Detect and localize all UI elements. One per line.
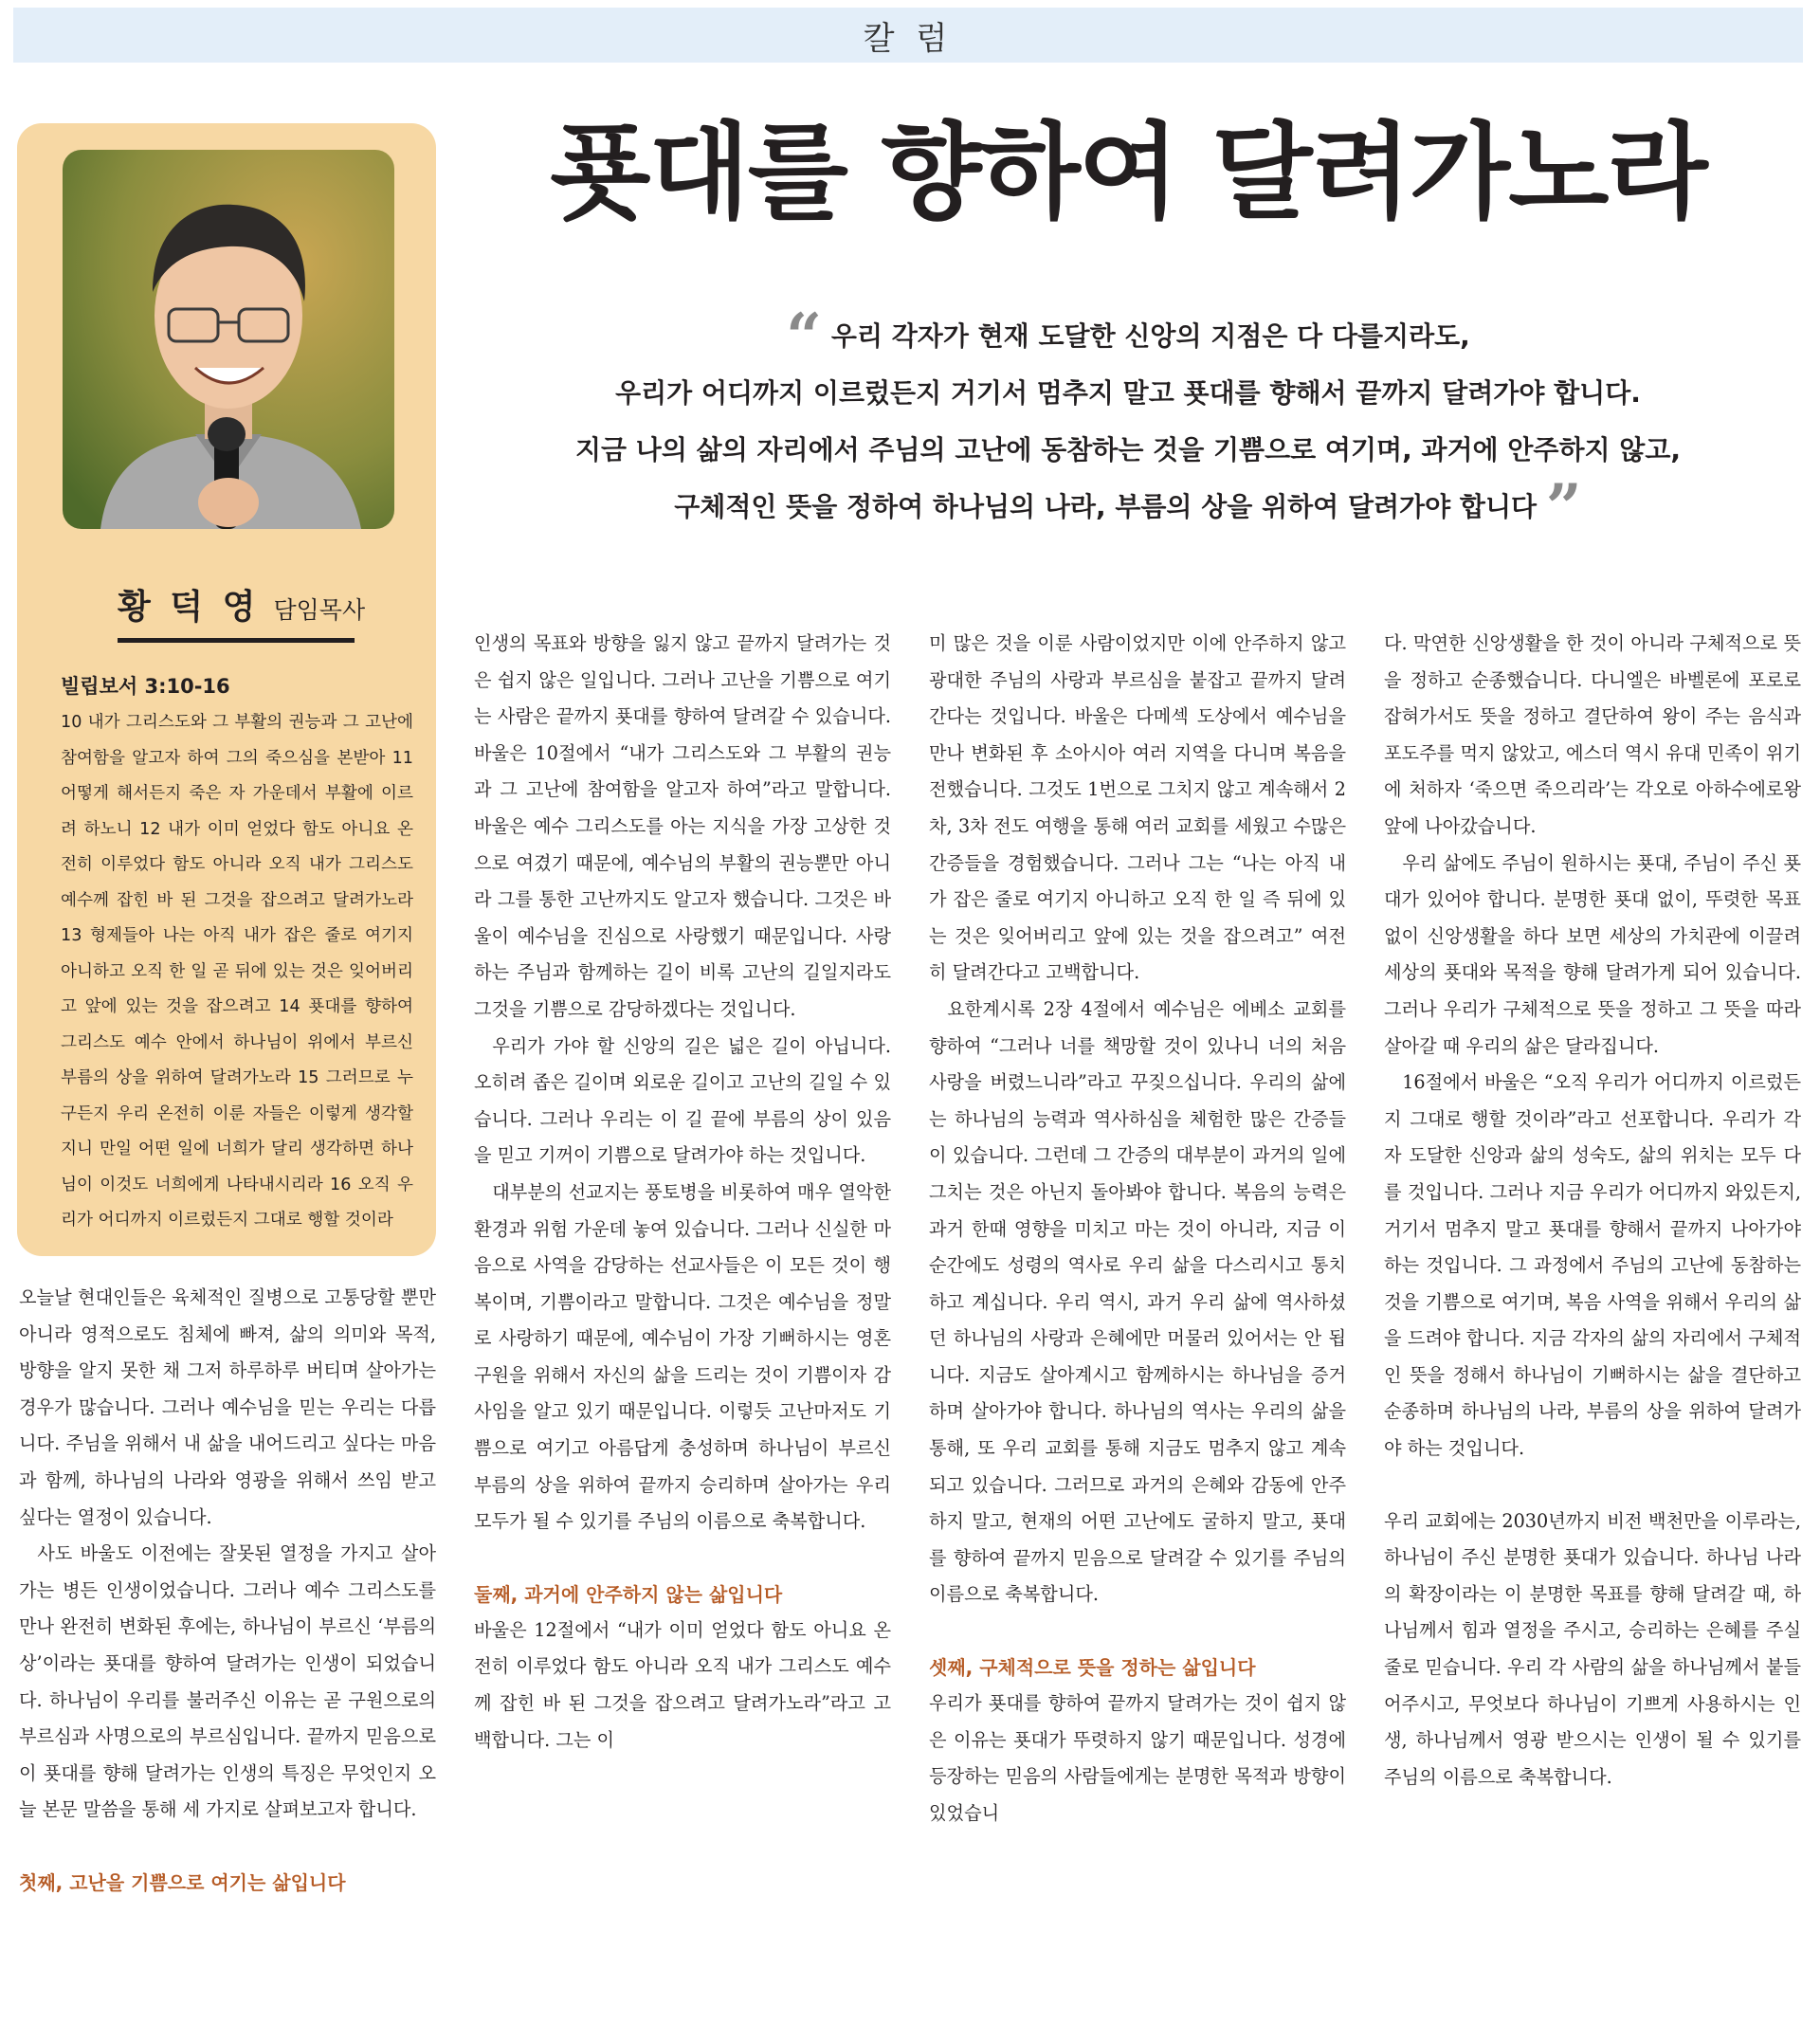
paragraph: 미 많은 것을 이룬 사람이었지만 이에 안주하지 않고 광대한 주님의 사랑과 부르심을 붙잡고 끝까지 달려간다는 것입니다. 바울은 다메섹 도상에서 예수님을 만나 변화된 후 소아시아 여러 지역을 다니며 복음을 전했습니다. 그것도 1번으로 그치지 않고 계속해서 2차, 3차 전도 여행을 통해 여러 교회를 세웠고 수많은 간증들을 경험했습니다. 그러나 그는 “나는 아직 내가 잡은 줄로 여기지 아니하고 오직 한 일 즉 뒤에 있는 것은 잊어버리고 앞에 있는 것을 잡으려고” 여전히 달려간다고 고백합니다. [929, 632, 1346, 984]
article-column-4 [1384, 626, 1801, 1796]
article-title: 푯대를 향하여 달려가노라 [550, 112, 1706, 233]
open-quote-icon: “ [786, 300, 823, 374]
close-quote-icon: ” [1545, 470, 1582, 544]
paragraph: 요한계시록 2장 4절에서 예수님은 에베소 교회를 향하여 “그러나 너를 책망할 것이 있나니 너의 처음 사랑을 버렸느니라”라고 꾸짖으십니다. 우리의 삶에는 하나님의 능력과 역사하심을 체험한 많은 간증들이 있습니다. 그런데 그 간증의 대부분이 과거의 일에 그치는 것은 아닌지 돌아봐야 합니다. 복음의 능력은 과거 한때 영향을 미치고 마는 것이 아니라, 지금 이 순간에도 성령의 역사로 우리 삶을 다스리시고 통치하고 계십니다. 우리 역시, 과거 우리 삶에 역사하셨던 하나님의 사랑과 은혜에만 머물러 있어서는 안 됩니다. 지금도 살아계시고 함께하시는 하나님을 증거하며 살아가야 합니다. 하나님의 역사는 우리의 삶을 통해, 또 우리 교회를 통해 지금도 멈추지 않고 계속되고 있습니다. 그러므로 과거의 은혜와 감동에 안주하지 말고, 현재의 어떤 고난에도 굴하지 말고, 푯대를 향하여 끝까지 믿음으로 달려갈 수 있기를 주님의 이름으로 축복합니다. [929, 997, 1346, 1606]
section-subheading: 첫째, 고난을 기쁨으로 여기는 삶입니다 [19, 1870, 346, 1894]
scripture-reference: 빌립보서 3:10-16 [61, 675, 230, 698]
section-header-bar [13, 8, 1803, 63]
author-photo [63, 150, 394, 529]
section-subheading: 셋째, 구체적으로 뜻을 정하는 삶입니다 [929, 1656, 1256, 1680]
paragraph: 바울은 12절에서 “내가 이미 얻었다 함도 아니요 온전히 이루었다 함도 아니라 오직 내가 그리스도 예수께 잡힌 바 된 그것을 잡으려고 달려가노라”라고 고백합니다. 그는 이 [474, 1618, 891, 1751]
paragraph: 사도 바울도 이전에는 잘못된 열정을 가지고 살아가는 병든 인생이었습니다. 그러나 예수 그리스도를 만나 완전히 변화된 후에는, 하나님이 부르신 ‘부름의 상’이라는 푯대를 향하여 달려가는 인생이 되었습니다. 하나님이 우리를 불러주신 이유는 곧 구원으로의 부르심과 사명으로의 부르심입니다. 끝까지 믿음으로 이 푯대를 향해 달려가는 인생의 특징은 무엇인지 오늘 본문 말씀을 통해 세 가지로 살펴보고자 합니다. [19, 1542, 436, 1821]
paragraph: 우리가 가야 할 신앙의 길은 넓은 길이 아닙니다. 오히려 좁은 길이며 외로운 길이고 고난의 길일 수 있습니다. 그러나 우리는 이 길 끝에 부름의 상이 있음을 믿고 기꺼이 기쁨으로 달려가야 하는 것입니다. [474, 1034, 891, 1167]
paragraph: 우리가 푯대를 향하여 끝까지 달려가는 것이 쉽지 않은 이유는 푯대가 뚜렷하지 않기 때문입니다. 성경에 등장하는 믿음의 사람들에게는 분명한 목적과 방향이 있었습니 [929, 1692, 1346, 1824]
author-name: 황 덕 영 [118, 588, 260, 627]
author-byline [118, 580, 366, 643]
paragraph: 우리 삶에도 주님이 원하시는 푯대, 주님이 주신 푯대가 있어야 합니다. 분명한 푯대 없이, 뚜렷한 목표 없이 신앙생활을 하다 보면 세상의 가치관에 이끌려 세상의 푯대와 목적을 향해 달려가게 되어 있습니다. 그러나 우리가 구체적으로 뜻을 정하고 그 뜻을 따라 살아갈 때 우리의 삶은 달라집니다. [1384, 851, 1801, 1057]
paragraph: 우리 교회에는 2030년까지 비전 백천만을 이루라는, 하나님이 주신 분명한 푯대가 있습니다. 하나님 나라의 확장이라는 이 분명한 목표를 향해 달려갈 때, 하나님께서 힘과 열정을 주시고, 승리하는 은혜를 주실 줄로 믿습니다. 우리 각 사람의 삶을 하나님께서 붙들어주시고, 무엇보다 하나님이 기쁘게 사용하시는 인생, 하나님께서 영광 받으시는 인생이 될 수 있기를 주님의 이름으로 축복합니다. [1384, 1509, 1801, 1788]
paragraph: 인생의 목표와 방향을 잃지 않고 끝까지 달려가는 것은 쉽지 않은 일입니다. 그러나 고난을 기쁨으로 여기는 사람은 끝까지 푯대를 향하여 달려갈 수 있습니다. 바울은 10절에서 “내가 그리스도와 그 부활의 권능과 그 고난에 참여함을 알고자 하여”라고 말합니다. 바울은 예수 그리스도를 아는 지식을 가장 고상한 것으로 여겼기 때문에, 예수님의 부활의 권능뿐만 아니라 그를 통한 고난까지도 알고자 했습니다. 그것은 바울이 예수님을 진심으로 사랑했기 때문입니다. 사랑하는 주님과 함께하는 길이 비록 고난의 길일지라도 그것을 기쁨으로 감당하겠다는 것입니다. [474, 632, 891, 1020]
paragraph: 16절에서 바울은 “오직 우리가 어디까지 이르렀든지 그대로 행할 것이라”라고 선포합니다. 우리가 각자 도달한 신앙과 삶의 성숙도, 삶의 위치는 모두 다를 것입니다. 그러나 지금 우리가 어디까지 와있든지, 거기서 멈추지 말고 푯대를 향해서 끝까지 나아가야 하는 것입니다. 그 과정에서 주님의 고난에 동참하는 것을 기쁨으로 여기며, 복음 사역을 위해서 우리의 삶을 드려야 합니다. 지금 각자의 삶의 자리에서 구체적인 뜻을 정해서 하나님이 기뻐하시는 삶을 결단하고 순종하며 하나님의 나라, 부름의 상을 위하여 달려가야 하는 것입니다. [1384, 1071, 1801, 1460]
pull-quote-line: 지금 나의 삶의 자리에서 주님의 고난에 동참하는 것을 기쁨으로 여기며, 과거에 안주하지 않고, [574, 434, 1682, 465]
article-column-3 [929, 626, 1346, 1832]
section-label: 칼 럼 [863, 19, 954, 58]
author-card [17, 123, 436, 1256]
paragraph: 대부분의 선교지는 풍토병을 비롯하여 매우 열악한 환경과 위험 가운데 놓여 있습니다. 그러나 신실한 마음으로 사역을 감당하는 선교사들은 이 모든 것이 행복이며, 기쁨이라고 말합니다. 그것은 예수님을 정말로 사랑하기 때문에, 예수님이 가장 기뻐하시는 영혼 구원을 위해서 자신의 삶을 드리는 것이 기쁨이자 감사임을 알고 있기 때문입니다. 이렇듯 고난마저도 기쁨으로 여기고 아름답게 충성하며 하나님이 부르신 부름의 상을 위하여 끝까지 승리하며 살아가는 우리 모두가 될 수 있기를 주님의 이름으로 축복합니다. [474, 1180, 891, 1533]
article-column-2 [474, 626, 891, 1759]
pull-quote-line: 우리가 어디까지 이르렀든지 거기서 멈추지 말고 푯대를 향해서 끝까지 달려가야 합니다. [615, 377, 1641, 409]
author-role: 담임목사 [273, 596, 366, 624]
section-subheading: 둘째, 과거에 안주하지 않는 삶입니다 [474, 1582, 783, 1606]
scripture-text: 10 내가 그리스도와 그 부활의 권능과 그 고난에 참여함을 알고자 하여 그의 죽으심을 본받아 11 어떻게 해서든지 죽은 자 가운데서 부활에 이르려 하노니 12 내가 이미 얻었다 함도 아니요 온전히 이루었다 함도 아니라 오직 내가 그리스도 예수께 잡힌 바 된 그것을 잡으려고 달려가노라 13 형제들아 나는 아직 내가 잡은 줄로 여기지 아니하고 오직 한 일 곧 뒤에 있는 것은 잊어버리고 앞에 있는 것을 잡으려고 14 푯대를 향하여 그리스도 예수 안에서 하나님이 위에서 부르신 부름의 상을 위하여 달려가노라 15 그러므로 누구든지 우리 온전히 이룬 자들은 이렇게 생각할지니 만일 어떤 일에 너희가 달리 생각하면 하나님이 이것도 너희에게 나타내시리라 16 오직 우리가 어디까지 이르렀든지 그대로 행할 것이라 [61, 713, 413, 1230]
paragraph: 오늘날 현대인들은 육체적인 질병으로 고통당할 뿐만 아니라 영적으로도 침체에 빠져, 삶의 의미와 목적, 방향을 알지 못한 채 그저 하루하루 버티며 살아가는 경우가 많습니다. 그러나 예수님을 믿는 우리는 다릅니다. 주님을 위해서 내 삶을 내어드리고 싶다는 마음과 함께, 하나님의 나라와 영광을 위해서 쓰임 받고 싶다는 열정이 있습니다. [19, 1286, 436, 1528]
pull-quote-line: 구체적인 뜻을 정하여 하나님의 나라, 부름의 상을 위하여 달려가야 합니다 ” [674, 470, 1582, 544]
pull-quote-line: “ 우리 각자가 현재 도달한 신앙의 지점은 다 다를지라도, [786, 300, 1470, 374]
pull-quote [455, 300, 1801, 544]
paragraph: 다. 막연한 신앙생활을 한 것이 아니라 구체적으로 뜻을 정하고 순종했습니다. 다니엘은 바벨론에 포로로 잡혀가서도 뜻을 정하고 결단하여 왕이 주는 음식과 포도주를 먹지 않았고, 에스더 역시 유대 민족이 위기에 처하자 ‘죽으면 죽으리라’는 각오로 아하수에로왕 앞에 나아갔습니다. [1384, 632, 1801, 837]
article-column-1 [19, 1280, 436, 1901]
